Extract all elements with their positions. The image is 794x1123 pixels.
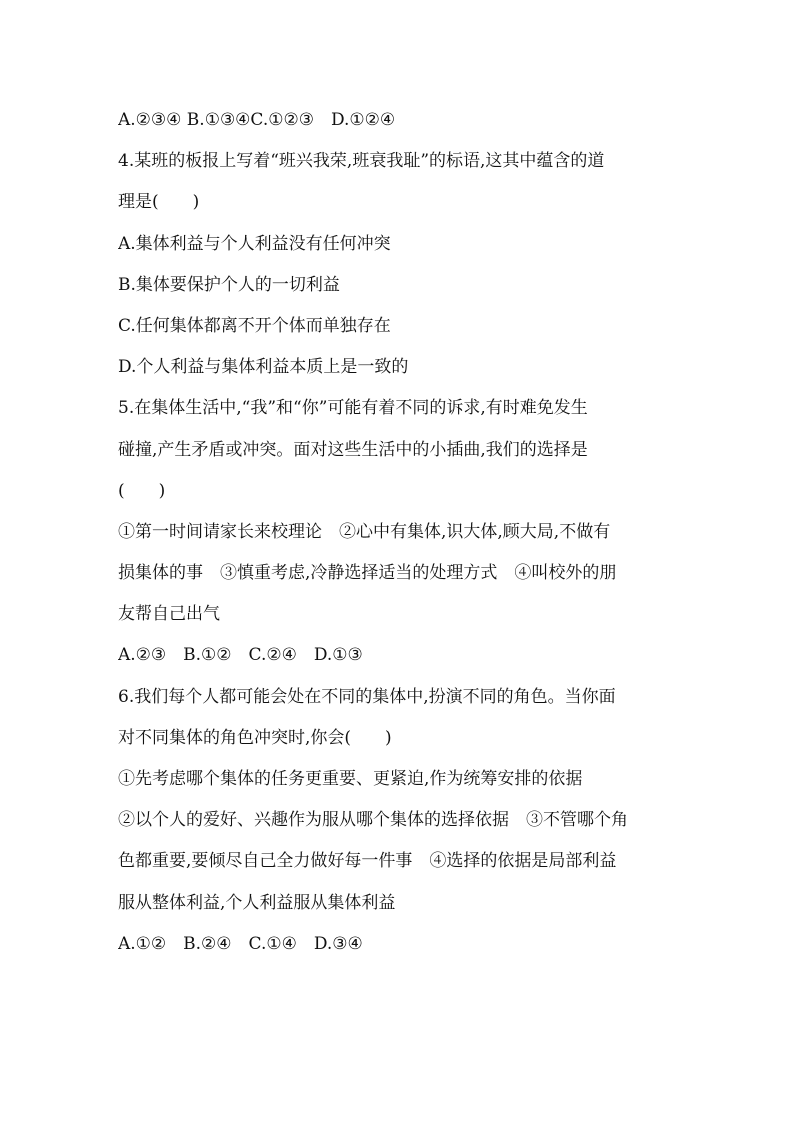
q6-statements-line-4: 服从整体利益,个人利益服从集体利益 — [118, 892, 396, 913]
q4-option-d: D.个人利益与集体利益本质上是一致的 — [118, 357, 409, 378]
q6-stem-line-1: 6.我们每个人都可能会处在不同的集体中,扮演不同的角色。当你面 — [118, 686, 616, 707]
q4-option-a: A.集体利益与个人利益没有任何冲突 — [118, 233, 391, 254]
q3-options: A.②③④ B.①③④C.①②③ D.①②④ — [118, 110, 396, 130]
q6-statements-line-3: 色都重要,要倾尽自己全力做好每一件事 ④选择的依据是局部利益 — [118, 851, 617, 872]
q5-statements-line-1: ①第一时间请家长来校理论 ②心中有集体,识大体,顾大局,不做有 — [118, 521, 611, 542]
q5-stem-line-2: 碰撞,产生矛盾或冲突。面对这些生活中的小插曲,我们的选择是 — [118, 439, 588, 460]
q6-stem-line-2: 对不同集体的角色冲突时,你会( ) — [118, 727, 392, 748]
q4-option-b: B.集体要保护个人的一切利益 — [118, 274, 340, 295]
q6-statements-line-2: ②以个人的爱好、兴趣作为服从哪个集体的选择依据 ③不管哪个角 — [118, 810, 628, 831]
q5-stem-line-3: ( ) — [118, 480, 166, 501]
document-page — [118, 100, 678, 965]
q6-statements-line-1: ①先考虑哪个集体的任务更重要、更紧迫,作为统筹安排的依据 — [118, 769, 583, 789]
q4-option-c: C.任何集体都离不开个体而单独存在 — [118, 315, 391, 336]
q6-options: A.①② B.②④ C.①④ D.③④ — [118, 933, 363, 954]
q4-stem-line-1: 4.某班的板报上写着“班兴我荣,班衰我耻”的标语,这其中蕴含的道 — [118, 151, 605, 172]
q5-statements-line-2: 损集体的事 ③慎重考虑,冷静选择适当的处理方式 ④叫校外的朋 — [118, 563, 617, 584]
q5-options: A.②③ B.①② C.②④ D.①③ — [118, 645, 363, 666]
q5-statements-line-3: 友帮自己出气 — [118, 604, 220, 625]
q5-stem-line-1: 5.在集体生活中,“我”和“你”可能有着不同的诉求,有时难免发生 — [118, 398, 588, 419]
q4-stem-line-2: 理是( ) — [118, 192, 200, 213]
